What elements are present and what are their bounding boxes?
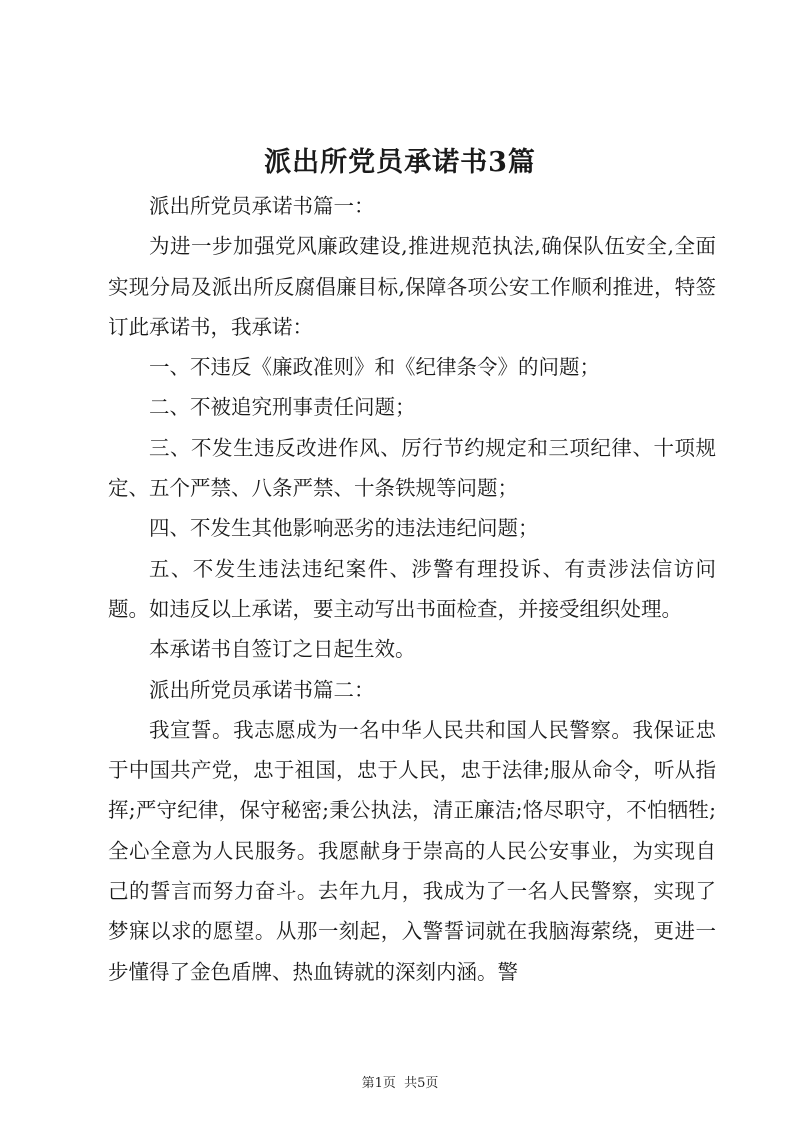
document-body [108,186,716,992]
section-heading-two: 派出所党员承诺书篇二： [149,677,375,702]
promise-item-5: 五、不发生违法违纪案件、涉警有理投诉、有责涉法信访问题。如违反以上承诺，要主动写出书面检查，并接受组织处理。 [108,556,716,621]
document-title: 派出所党员承诺书3篇 [264,147,536,178]
effective-statement: 本承诺书自签订之日起生效。 [149,637,416,662]
promise-item-4: 四、不发生其他影响恶劣的违法违纪问题； [149,516,539,541]
page-footer [0,1072,800,1091]
promise-item-3: 三、不发生违反改进作风、厉行节约规定和三项纪律、十项规定、五个严禁、八条严禁、十条铁规等问题； [108,435,716,501]
promise-item-2: 二、不被追究刑事责任问题； [149,395,416,420]
oath-paragraph: 我宣誓。我志愿成为一名中华人民共和国人民警察。我保证忠于中国共产党，忠于祖国，忠于人民，忠于法律;服从命令，听从指挥;严守纪律，保守秘密;秉公执法，清正廉洁;恪尽职守，不怕牺牲;全心全意为人民服务。我愿献身于崇高的人民公安事业，为实现自己的誓言而努力奋斗。去年九月，我成为了一名人民警察，实现了梦寐以求的愿望。从那一刻起，入警誓词就在我脑海萦绕，更进一步懂得了金色盾牌、热血铸就的深刻内涵。警 [108,717,716,984]
promise-item-1: 一、不违反《廉政准则》和《纪律条令》的问题； [149,355,600,380]
page-number: 第1页 共5页 [361,1076,439,1091]
intro-paragraph: 为进一步加强党风廉政建设,推进规范执法,确保队伍安全,全面实现分局及派出所反腐倡廉目标,保障各项公安工作顺利推进，特签订此承诺书，我承诺： [108,234,716,339]
section-heading-one: 派出所党员承诺书篇一： [149,194,375,218]
